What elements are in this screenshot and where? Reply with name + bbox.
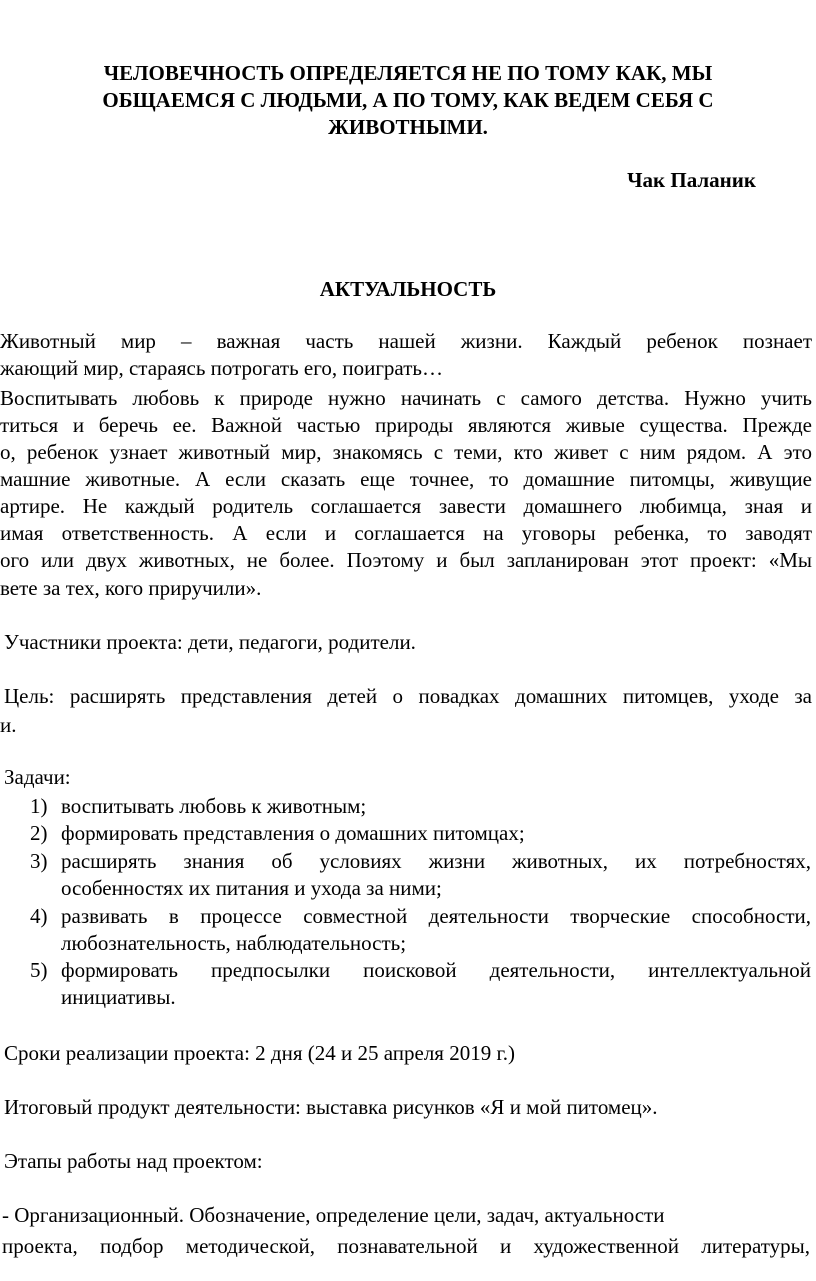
task-text: формировать предпосылки поисковой деятельности, интеллектуальной <box>61 958 811 982</box>
relevance-line: Воспитывать любовь к природе нужно начинать с самого детства. Нужно учить <box>0 386 812 410</box>
tasks-label: Задачи: <box>4 765 71 789</box>
task-text: воспитывать любовь к животным; <box>61 794 367 818</box>
section-heading: АКТУАЛЬНОСТЬ <box>319 277 497 301</box>
task-number: 2) <box>30 821 48 845</box>
task-text: особенностях их питания и ухода за ними; <box>61 876 442 900</box>
epigraph-line-3: ЖИВОТНЫМИ. <box>328 115 488 139</box>
epigraph-author: Чак Паланик <box>627 168 756 192</box>
relevance-line: машние животные. А если сказать еще точнее, то домашние питомцы, живущие <box>0 467 812 491</box>
task-text: инициативы. <box>61 985 176 1009</box>
epigraph-line-2: ОБЩАЕМСЯ С ЛЮДЬМИ, А ПО ТОМУ, КАК ВЕДЕМ СЕБЯ С <box>102 88 714 112</box>
goal-line: и. <box>0 713 17 737</box>
epigraph <box>40 60 776 141</box>
relevance-line: артире. Не каждый родитель соглашается завести домашнего любимца, зная и <box>0 494 812 518</box>
task-number: 1) <box>30 794 48 818</box>
task-number: 5) <box>30 958 48 982</box>
relevance-line: вете за тех, кого приручили». <box>0 576 262 600</box>
relevance-line: о, ребенок узнает животный мир, знакомясь с теми, кто живет с ним рядом. А это <box>0 440 812 464</box>
task-text: развивать в процессе совместной деятельности творческие способности, <box>61 904 811 928</box>
task-text: формировать представления о домашних питомцах; <box>61 821 525 845</box>
epigraph-line-1: ЧЕЛОВЕЧНОСТЬ ОПРЕДЕЛЯЕТСЯ НЕ ПО ТОМУ КАК, МЫ <box>103 61 713 85</box>
stage-text: - Организационный. Обозначение, определение цели, задач, актуальности <box>2 1203 665 1227</box>
relevance-line: жающий мир, стараясь потрогать его, поиграть… <box>0 356 443 380</box>
task-text: любознательность, наблюдательность; <box>61 931 407 955</box>
participants-text: Участники проекта: дети, педагоги, родители. <box>4 630 416 654</box>
task-text: расширять знания об условиях жизни животных, их потребностях, <box>61 849 811 873</box>
relevance-line: имая ответственность. А если и соглашается на уговоры ребенка, то заводят <box>0 521 812 545</box>
stages-label: Этапы работы над проектом: <box>4 1149 263 1173</box>
task-number: 4) <box>30 904 48 928</box>
relevance-line: ого или двух животных, не более. Поэтому и был запланирован этот проект: «Мы <box>0 548 812 572</box>
goal-line: Цель: расширять представления детей о повадках домашних питомцев, уходе за <box>4 684 812 708</box>
timeline-text: Сроки реализации проекта: 2 дня (24 и 25 апреля 2019 г.) <box>4 1041 515 1065</box>
relevance-line: титься и беречь ее. Важной частью природы являются живые существа. Прежде <box>0 413 812 437</box>
relevance-line: Животный мир – важная часть нашей жизни. Каждый ребенок познает <box>0 329 812 353</box>
final-product-text: Итоговый продукт деятельности: выставка рисунков «Я и мой питомец». <box>4 1095 658 1119</box>
task-number: 3) <box>30 849 48 873</box>
stage-text: проекта, подбор методической, познавательной и художественной литературы, <box>2 1234 810 1258</box>
